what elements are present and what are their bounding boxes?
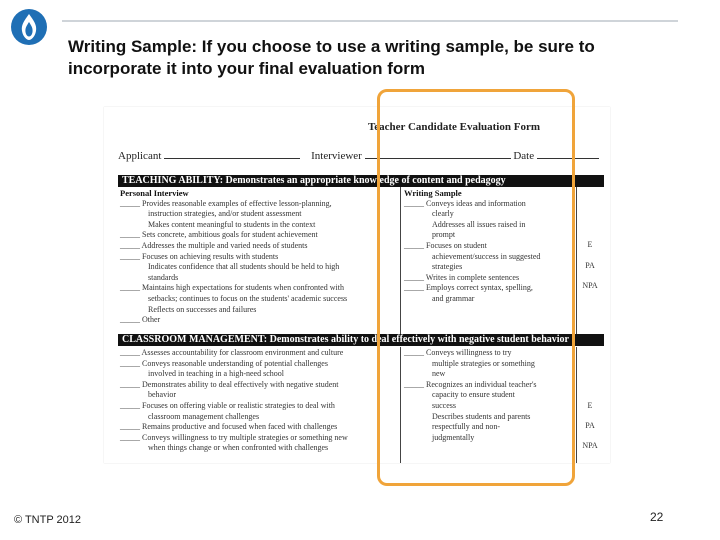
rating-npa: NPA (582, 441, 598, 450)
list-item: standards (148, 272, 179, 282)
rating-divider (576, 347, 577, 463)
list-item: capacity to ensure student (432, 390, 515, 400)
list-item: achievement/success in suggested (432, 251, 541, 261)
applicant-label: Applicant (118, 150, 162, 162)
list-item: instruction strategies, and/or student assessment (148, 209, 302, 219)
rating-e: E (587, 240, 593, 249)
list-item: clearly (432, 209, 454, 219)
classroom-management-header: CLASSROOM MANAGEMENT: Demonstrates ability to deal effectively with negative student behavior (118, 334, 604, 346)
list-item: respectfully and non- (432, 422, 500, 432)
personal-interview-heading: Personal Interview (120, 188, 189, 198)
list-item: _____ Provides reasonable examples of effective lesson-planning, (120, 198, 332, 208)
list-item: judgmentally (432, 432, 475, 442)
list-item: Addresses all issues raised in (432, 219, 526, 229)
list-item: _____ Focuses on student (404, 240, 487, 250)
list-item: _____ Maintains high expectations for students when confronted with (120, 283, 344, 293)
list-item: _____ Recognizes an individual teacher's (404, 379, 537, 389)
list-item: _____ Demonstrates ability to deal effectively with negative student (120, 379, 339, 389)
list-item: strategies (432, 262, 463, 272)
list-item: classroom management challenges (148, 411, 260, 421)
list-item: _____ Addresses the multiple and varied needs of students (120, 240, 308, 250)
date-label: Date (513, 150, 535, 162)
list-item: _____ Focuses on offering viable or realistic strategies to deal with (120, 400, 335, 410)
footer-copyright: © TNTP 2012 (14, 514, 82, 526)
page-number: 22 (650, 510, 664, 524)
list-item: _____ Assesses accountability for classroom environment and culture (120, 348, 344, 357)
list-item: _____ Conveys ideas and information (404, 198, 526, 208)
writing-sample-highlight (377, 89, 575, 486)
list-item: success (432, 400, 456, 410)
header-divider (62, 20, 678, 22)
list-item: when things change or when confronted with challenges (148, 443, 329, 453)
list-item: involved in teaching in a high-need school (148, 369, 284, 379)
list-item: _____ Focuses on achieving results with students (120, 251, 279, 261)
tntp-logo-icon (10, 8, 48, 46)
list-item: setbacks; continues to focus on the students' academic success (148, 293, 348, 303)
list-item: _____ Conveys willingness to try (404, 348, 512, 357)
personal-interview-column (120, 188, 390, 326)
list-item: _____ Conveys willingness to try multiple strategies or something new (120, 432, 348, 442)
interviewer-label: Interviewer (311, 150, 362, 162)
list-item: prompt (432, 230, 456, 240)
rating-divider (576, 187, 577, 335)
list-item: Reflects on successes and failures (148, 304, 257, 314)
list-item: _____ Writes in complete sentences (404, 272, 520, 282)
list-item: _____ Conveys reasonable understanding of potential challenges (120, 358, 328, 368)
applicant-field (164, 148, 300, 159)
list-item: multiple strategies or something (432, 358, 535, 368)
list-item: _____ Employs correct syntax, spelling, (404, 283, 533, 293)
rating-npa: NPA (582, 281, 598, 290)
list-item: Makes content meaningful to students in the context (148, 219, 316, 229)
form-title: Teacher Candidate Evaluation Form (367, 121, 540, 133)
list-item: _____ Other (120, 315, 161, 325)
slide-title: Writing Sample: If you choose to use a writing sample, be sure to incorporate it into your final evaluation form (68, 37, 595, 78)
classroom-interview-column (120, 348, 390, 454)
rating-e: E (587, 401, 593, 410)
list-item: new (432, 369, 446, 379)
rating-pa: PA (585, 261, 595, 270)
list-item: _____ Sets concrete, ambitious goals for student achievement (120, 230, 318, 240)
list-item: and grammar (432, 293, 475, 303)
rating-pa: PA (585, 421, 595, 430)
teaching-ability-header: TEACHING ABILITY: Demonstrates an appropriate knowledge of content and pedagogy (118, 175, 604, 187)
list-item: behavior (148, 390, 176, 400)
writing-sample-heading: Writing Sample (404, 188, 462, 198)
list-item: Describes students and parents (432, 411, 531, 421)
list-item: _____ Remains productive and focused when faced with challenges (120, 422, 338, 432)
list-item: Indicates confidence that all students should be held to high (148, 262, 340, 272)
